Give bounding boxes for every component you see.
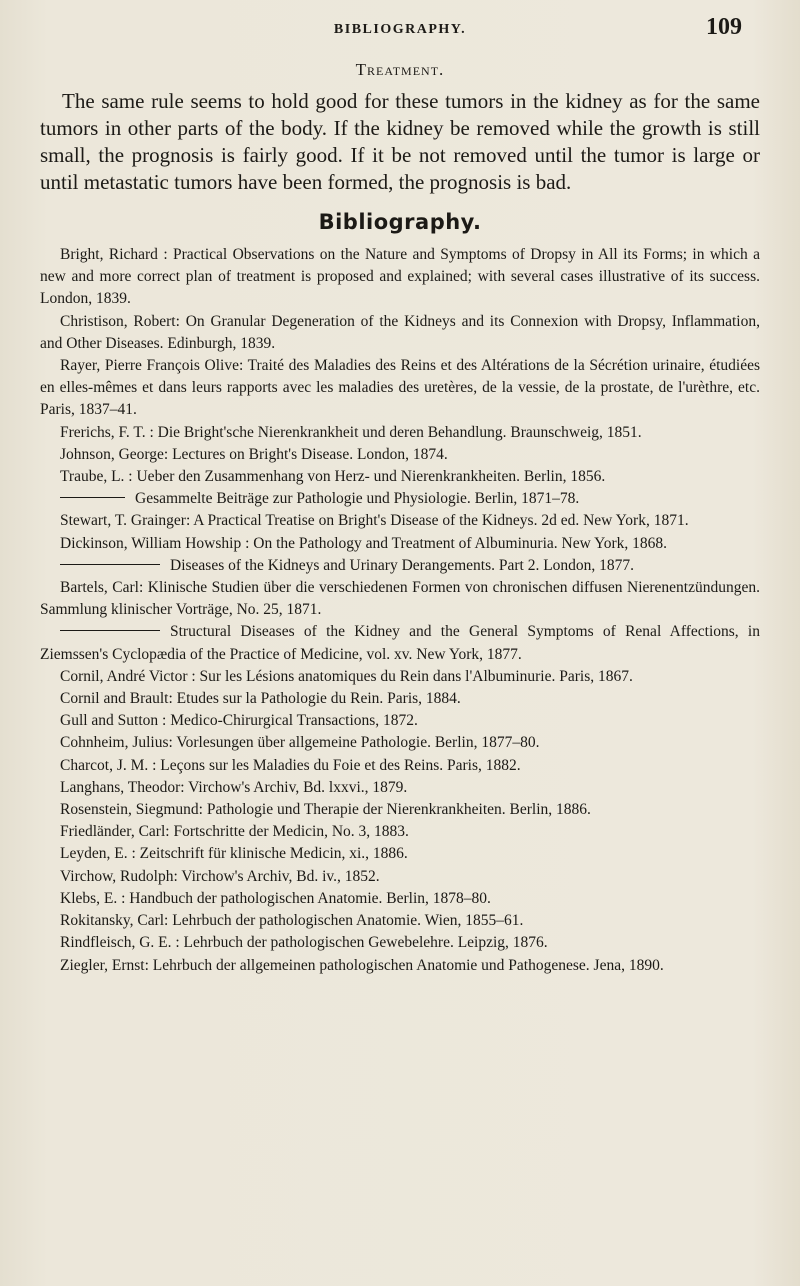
bibliography-entry [40, 488, 760, 510]
bibliography-entry [40, 533, 760, 555]
bibliography-entry-text: Bright, Richard : Practical Observations on the Nature and Symptoms of Dropsy in All its Forms; in which a new and more correct plan of treatment is proposed and explained; with several cases illustrative of its success. London, 1839. [40, 246, 760, 308]
bibliography-entry-text: Stewart, T. Grainger: A Practical Treatise on Bright's Disease of the Kidneys. 2d ed. New York, 1871. [60, 512, 689, 530]
bibliography-entry-text: Christison, Robert: On Granular Degeneration of the Kidneys and its Connexion with Dropsy, Inflammation, and Other Diseases. Edinburgh, 1839. [40, 312, 760, 352]
page-content [40, 60, 760, 977]
bibliography-entry-text: Johnson, George: Lectures on Bright's Disease. London, 1874. [60, 445, 448, 463]
bibliography-entry-text: Bartels, Carl: Klinische Studien über die verschiedenen Formen von chronischen diffusen Nierenentzündungen. Sammlung klinischer Vorträge, No. 25, 1871. [40, 579, 760, 619]
ditto-dash [60, 497, 125, 498]
bibliography-entry-text: Cornil, André Victor : Sur les Lésions anatomiques du Rein dans l'Albuminurie. Paris, 1867. [60, 667, 633, 685]
bibliography-entry-text: Rokitansky, Carl: Lehrbuch der pathologischen Anatomie. Wien, 1855–61. [60, 912, 524, 930]
bibliography-entry [40, 466, 760, 488]
bibliography-entry-text: Friedländer, Carl: Fortschritte der Medicin, No. 3, 1883. [60, 823, 409, 841]
bibliography-entry-text: Cornil and Brault: Etudes sur la Pathologie du Rein. Paris, 1884. [60, 690, 461, 708]
ditto-dash [60, 564, 160, 565]
bibliography-entry [40, 444, 760, 466]
running-title: BIBLIOGRAPHY. [333, 22, 467, 37]
bibliography-entry-text: Frerichs, F. T. : Die Bright'sche Nierenkrankheit und deren Behandlung. Braunschweig, 1851. [60, 423, 642, 441]
bibliography-entry [40, 311, 760, 355]
bibliography-entry [40, 799, 760, 821]
bibliography-entry [40, 777, 760, 799]
bibliography-entry-text: Rosenstein, Siegmund: Pathologie und Therapie der Nierenkrankheiten. Berlin, 1886. [60, 801, 591, 819]
bibliography-entry [40, 422, 760, 444]
bibliography-entry [40, 732, 760, 754]
bibliography-entry [40, 932, 760, 954]
bibliography-entry [40, 755, 760, 777]
bibliography-entry-text: Leyden, E. : Zeitschrift für klinische Medicin, xi., 1886. [60, 845, 408, 863]
bibliography-entry-text: Charcot, J. M. : Leçons sur les Maladies du Foie et des Reins. Paris, 1882. [60, 756, 521, 774]
bibliography-entry-text: Rindfleisch, G. E. : Lehrbuch der pathologischen Gewebelehre. Leipzig, 1876. [60, 934, 548, 952]
bibliography-entry [40, 910, 760, 932]
bibliography-entry [40, 821, 760, 843]
bibliography-entry-text: Ziegler, Ernst: Lehrbuch der allgemeinen pathologischen Anatomie und Pathogenese. Jena, 1890. [60, 956, 664, 974]
bibliography-entry-text: Gesammelte Beiträge zur Pathologie und Physiologie. Berlin, 1871–78. [135, 490, 580, 508]
bibliography-entry [40, 621, 760, 665]
bibliography-entry [40, 688, 760, 710]
bibliography-list [40, 244, 760, 977]
bibliography-entry [40, 666, 760, 688]
bibliography-entry [40, 843, 760, 865]
bibliography-entry-text: Gull and Sutton : Medico-Chirurgical Transactions, 1872. [60, 712, 418, 730]
bibliography-entry [40, 955, 760, 977]
treatment-heading: Treatment. [355, 60, 445, 79]
bibliography-entry [40, 244, 760, 311]
bibliography-entry [40, 510, 760, 532]
treatment-paragraph: The same rule seems to hold good for these tumors in the kidney as for the same tumors in other parts of the body. If the kidney be removed while the growth is still small, the prognosis is fairly good. If it be not removed until the tumor is large or until metastatic tumors have been formed, the prognosis is bad. [40, 89, 760, 194]
bibliography-entry [40, 355, 760, 422]
bibliography-entry [40, 555, 760, 577]
ditto-dash [60, 630, 160, 631]
bibliography-entry-text: Cohnheim, Julius: Vorlesungen über allgemeine Pathologie. Berlin, 1877–80. [60, 734, 540, 752]
bibliography-entry [40, 577, 760, 621]
bibliography-entry-text: Traube, L. : Ueber den Zusammenhang von Herz- und Nierenkrankheiten. Berlin, 1856. [60, 468, 606, 486]
bibliography-entry-text: Diseases of the Kidneys and Urinary Derangements. Part 2. London, 1877. [170, 556, 635, 574]
bibliography-entry-text: Langhans, Theodor: Virchow's Archiv, Bd. lxxvi., 1879. [60, 778, 408, 796]
bibliography-heading: Bibliography. [318, 210, 482, 234]
bibliography-entry-text: Dickinson, William Howship : On the Pathology and Treatment of Albuminuria. New York, 1868. [60, 534, 668, 552]
page-number: 109 [706, 14, 742, 40]
bibliography-entry-text: Klebs, E. : Handbuch der pathologischen Anatomie. Berlin, 1878–80. [60, 889, 491, 907]
bibliography-entry-text: Virchow, Rudolph: Virchow's Archiv, Bd. iv., 1852. [60, 867, 380, 885]
bibliography-entry [40, 888, 760, 910]
bibliography-entry [40, 710, 760, 732]
bibliography-entry-text: Rayer, Pierre François Olive: Traité des Maladies des Reins et des Altérations de la Sécrétion urinaire, étudiées en elles-mêmes et dans leurs rapports avec les maladies des uretères, de la vessie, de la prostate, de l'urèthre, etc. Paris, 1837–41. [40, 357, 760, 419]
bibliography-entry [40, 866, 760, 888]
bibliography-entry-text: Structural Diseases of the Kidney and the General Symptoms of Renal Affections, in Ziemssen's Cyclopædia of the Practice of Medicine, vol. xv. New York, 1877. [40, 623, 760, 663]
running-head [0, 12, 800, 42]
